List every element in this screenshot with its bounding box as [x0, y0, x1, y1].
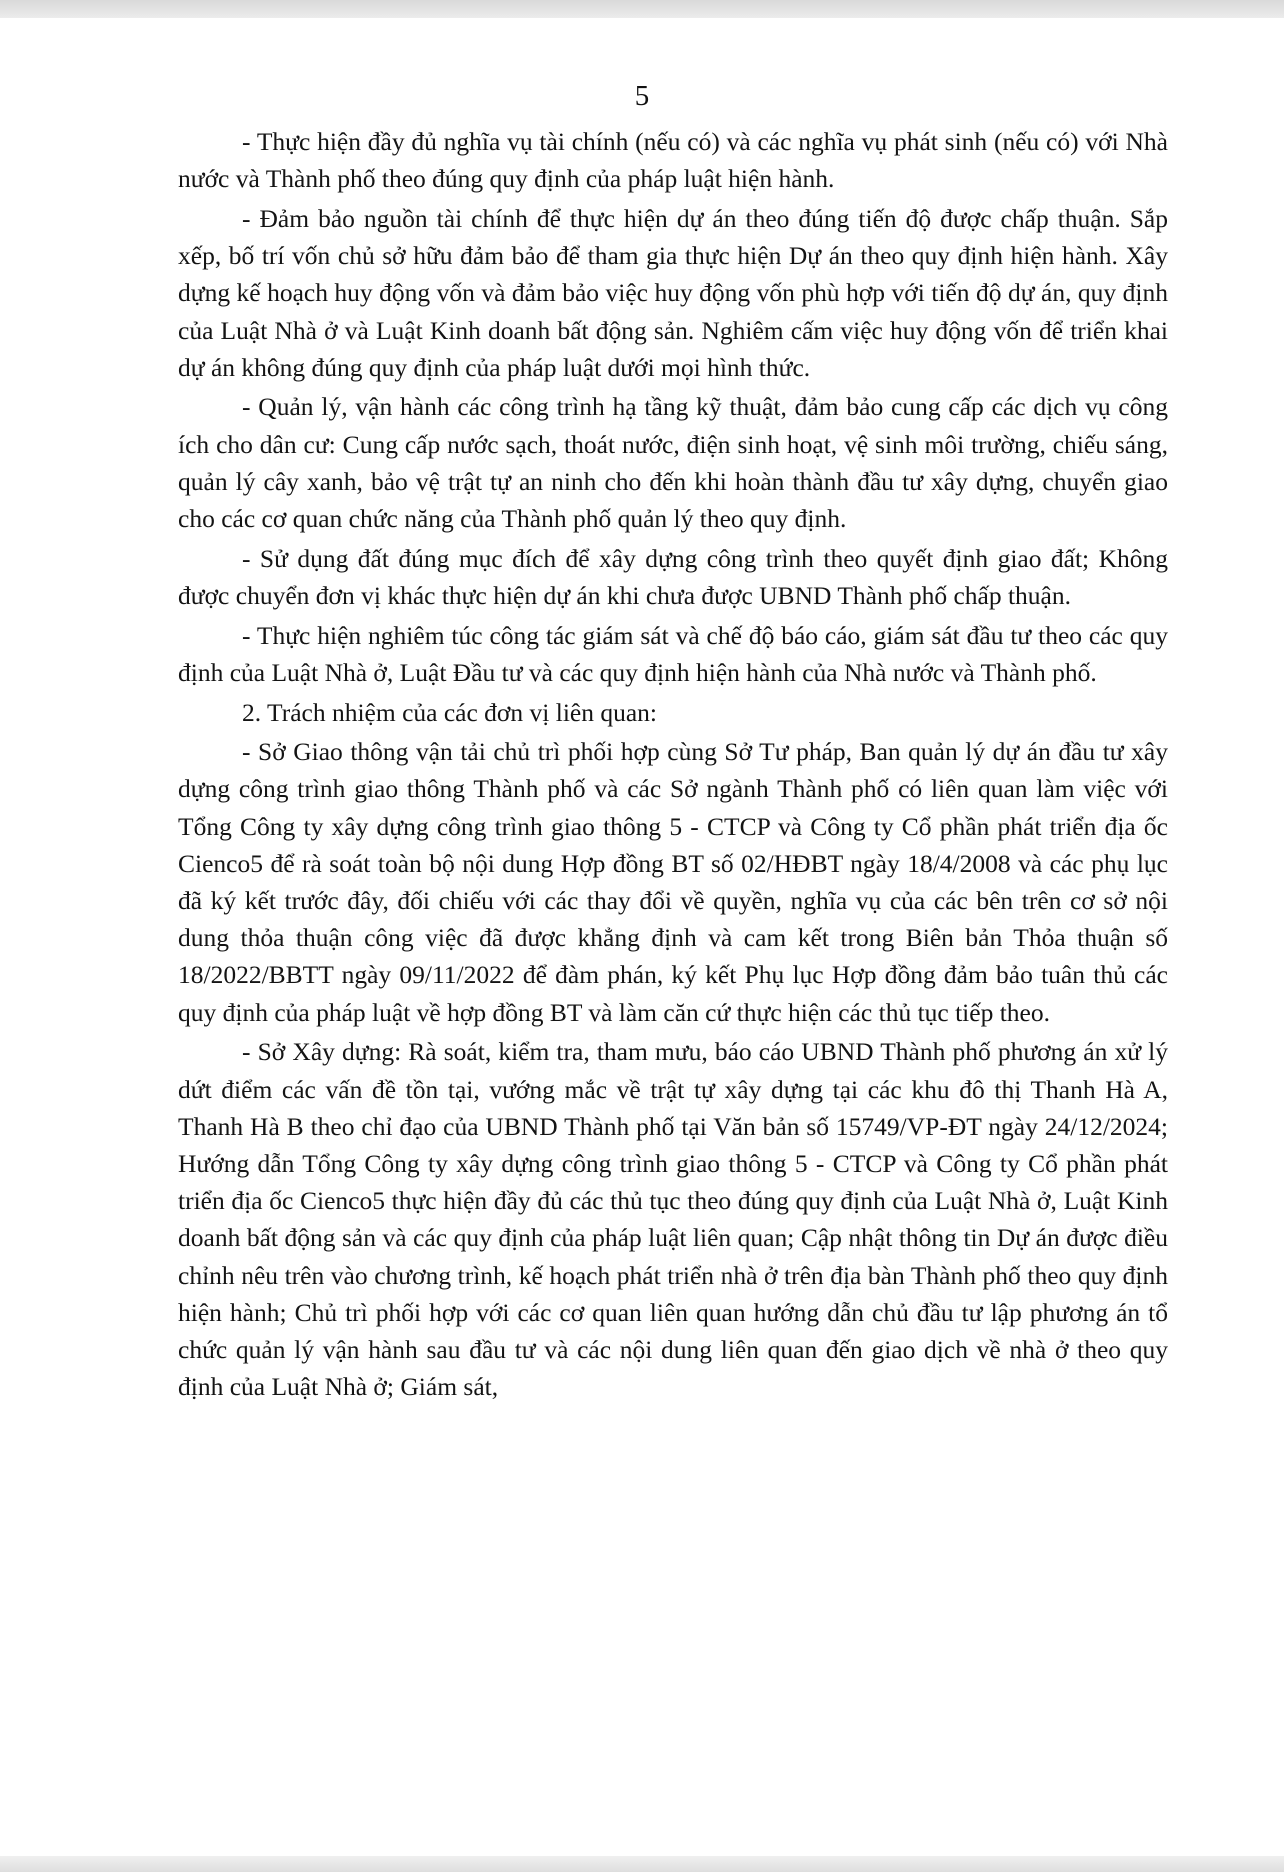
paragraph-financial-obligations: - Thực hiện đầy đủ nghĩa vụ tài chính (nếu có) và các nghĩa vụ phát sinh (nếu có) với Nhà nước và Thành phố theo đúng quy định của pháp luật hiện hành.: [178, 127, 1168, 194]
paragraph-transport-department: - Sở Giao thông vận tải chủ trì phối hợp cùng Sở Tư pháp, Ban quản lý dự án đầu tư xây dựng công trình giao thông Thành phố và các Sở ngành Thành phố có liên quan làm việc với Tổng Công ty xây dựng công trình giao thông 5 - CTCP và Công ty Cổ phần phát triển địa ốc Cienco5 để rà soát toàn bộ nội dung Hợp đồng BT số 02/HĐBT ngày 18/4/2008 và các phụ lục đã ký kết trước đây, đối chiếu với các thay đổi về quyền, nghĩa vụ của các bên trên cơ sở nội dung thỏa thuận công việc đã được khẳng định và cam kết trong Biên bản Thỏa thuận số 18/2022/BBTT ngày 09/11/2022 để đàm phán, ký kết Phụ lục Hợp đồng đảm bảo tuân thủ các quy định của pháp luật về hợp đồng BT và làm căn cứ thực hiện các thủ tục tiếp theo.: [178, 737, 1168, 1027]
paragraph-supervision-reporting: - Thực hiện nghiêm túc công tác giám sát và chế độ báo cáo, giám sát đầu tư theo các quy định của Luật Nhà ở, Luật Đầu tư và các quy định hiện hành của Nhà nước và Thành phố.: [178, 620, 1168, 687]
document-body: [178, 123, 1168, 1408]
section-heading-responsibilities: 2. Trách nhiệm của các đơn vị liên quan:: [242, 697, 658, 727]
paragraph-infrastructure-operation: - Quản lý, vận hành các công trình hạ tầng kỹ thuật, đảm bảo cung cấp các dịch vụ công ích cho dân cư: Cung cấp nước sạch, thoát nước, điện sinh hoạt, vệ sinh môi trường, chiếu sáng, quản lý cây xanh, bảo vệ trật tự an ninh cho đến khi hoàn thành đầu tư xây dựng, chuyển giao cho các cơ quan chức năng của Thành phố quản lý theo quy định.: [178, 392, 1168, 534]
scan-bottom-edge: [0, 1856, 1284, 1872]
scan-top-edge: [0, 0, 1284, 18]
paragraph-financing: - Đảm bảo nguồn tài chính để thực hiện dự án theo đúng tiến độ được chấp thuận. Sắp xếp, bố trí vốn chủ sở hữu đảm bảo để tham gia thực hiện Dự án theo quy định hiện hành. Xây dựng kế hoạch huy động vốn và đảm bảo việc huy động vốn phù hợp với tiến độ dự án, quy định của Luật Nhà ở và Luật Kinh doanh bất động sản. Nghiêm cấm việc huy động vốn để triển khai dự án không đúng quy định của pháp luật dưới mọi hình thức.: [178, 203, 1168, 382]
page-number: 5: [634, 80, 650, 112]
paragraph-construction-department: - Sở Xây dựng: Rà soát, kiểm tra, tham mưu, báo cáo UBND Thành phố phương án xử lý dứt điểm các vấn đề tồn tại, vướng mắc về trật tự xây dựng tại các khu đô thị Thanh Hà A, Thanh Hà B theo chỉ đạo của UBND Thành phố tại Văn bản số 15749/VP-ĐT ngày 24/12/2024; Hướng dẫn Tổng Công ty xây dựng công trình giao thông 5 - CTCP và Công ty Cổ phần phát triển địa ốc Cienco5 thực hiện đầy đủ các thủ tục theo đúng quy định của Luật Nhà ở, Luật Kinh doanh bất động sản và các quy định của pháp luật liên quan; Cập nhật thông tin Dự án được điều chỉnh nêu trên vào chương trình, kế hoạch phát triển nhà ở trên địa bàn Thành phố theo quy định hiện hành; Chủ trì phối hợp với các cơ quan liên quan hướng dẫn chủ đầu tư lập phương án tổ chức quản lý vận hành sau đầu tư và các nội dung liên quan đến giao dịch về nhà ở theo quy định của Luật Nhà ở; Giám sát,: [178, 1037, 1168, 1402]
paragraph-land-use: - Sử dụng đất đúng mục đích để xây dựng công trình theo quyết định giao đất; Không được chuyển đơn vị khác thực hiện dự án khi chưa được UBND Thành phố chấp thuận.: [178, 543, 1168, 610]
